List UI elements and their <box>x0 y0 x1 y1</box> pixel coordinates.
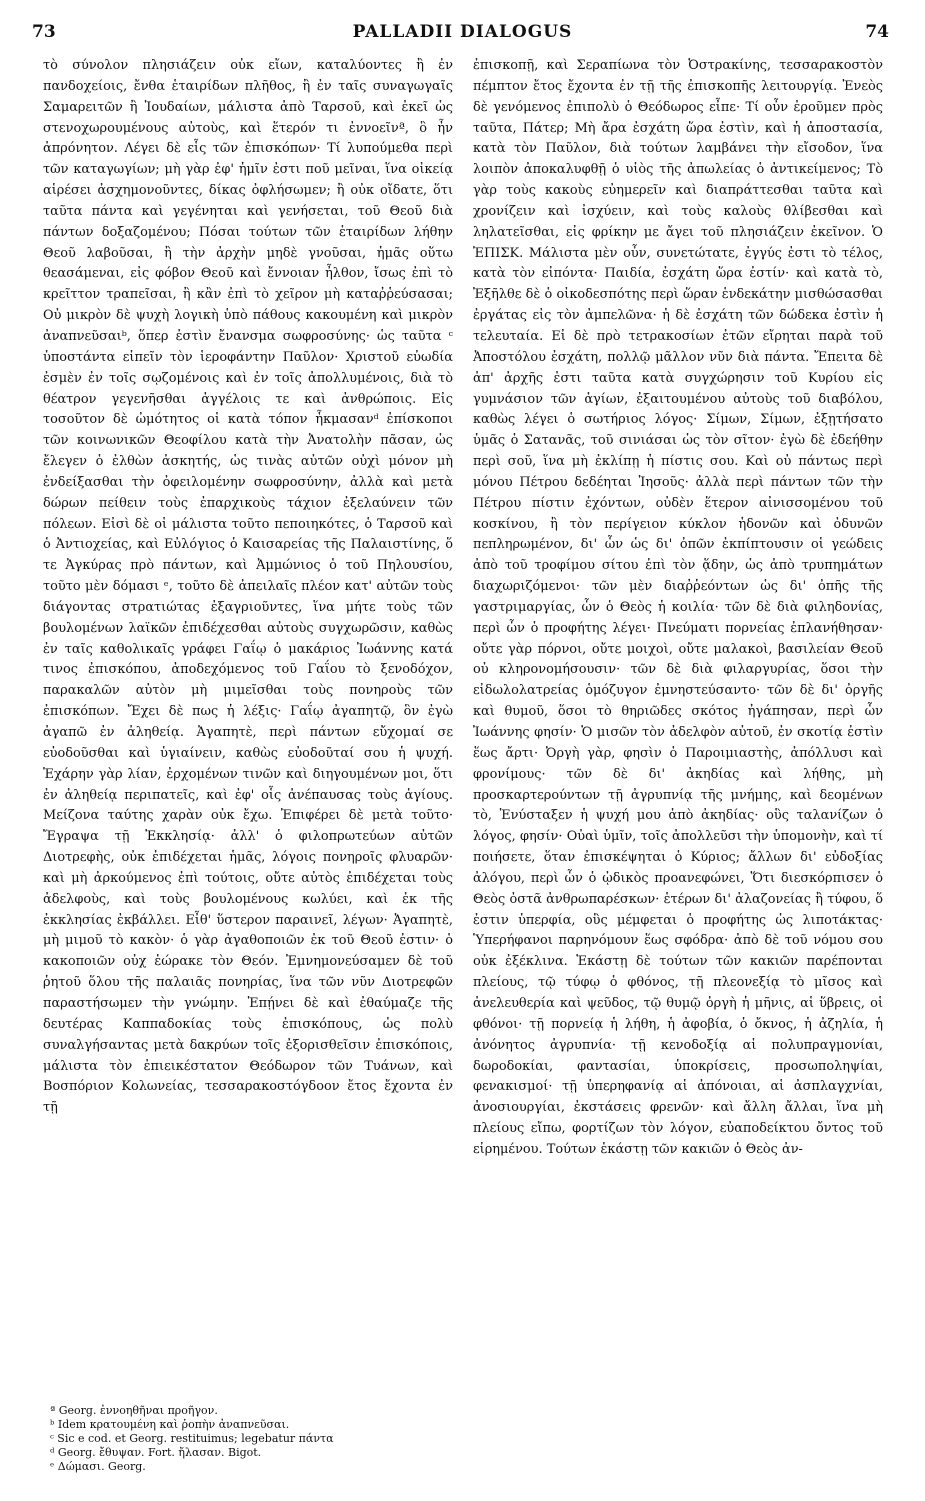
right-page-number: 74 <box>865 22 889 42</box>
left-column-text: τὸ σύνολον πλησιάζειν οὐκ εἴων, καταλύοντες ἢ ἐν πανδοχείοις, ἔνθα ἑταιρίδων πλῆθος, ἢ ἐν ταῖς συναγωγαῖς Σαμαρειτῶν ἢ Ἰουδαίων, μάλιστα ἀπὸ Ταρσοῦ, καὶ ἐκεῖ ὡς στενοχωρουμένους αὐτοὺς, καὶ ἕτερόν τι ἐννοεῖνª, ὃ ἦν ἀπρόνητον. Λέγει δὲ εἷς τῶν ἐπισκόπων· Τί λυπούμεθα περὶ τῶν καταγωγίων; μὴ γὰρ ἐφ' ἡμῖν ἐστι ποῦ μεῖναι, ἵνα οἰκείᾳ αἱρέσει ἀσχημονοῦντες, δίκας ὀφλήσωμεν; ἢ οὐκ οἴδατε, ὅτι ταῦτα πάντα καὶ γεγένηται καὶ γενήσεται, τοῦ Θεοῦ διὰ πάντων δοξαζομένου; Πόσαι τούτων τῶν ἑταιρίδων λήθην Θεοῦ λαβοῦσαι, ἢ τὴν ἀρχὴν μηδὲ γνοῦσαι, ἡμᾶς οὕτω θεασάμεναι, εἰς φόβον Θεοῦ καὶ ἔννοιαν ἦλθον, ἴσως ἐπὶ τὸ κρεῖττον τραπεῖσαι, ἢ κἂν ἐπὶ τὸ χεῖρον μὴ καταῤῥεύσασαι; Οὐ μικρὸν δὲ ψυχὴ λογικὴ ὑπὸ πάθους κακουμένη καὶ μικρὸν ἀναπνεῦσαιᵇ, ὅπερ ἐστὶν ἔνανσμα σωφροσύνης· ὡς ταῦτα ᶜ ὑποστάντα εἰπεῖν τὸν ἱεροφάντην Παῦλον· Χριστοῦ εὐωδία ἐσμὲν ἐν τοῖς σῳζομένοις καὶ ἐν τοῖς ἀπολλυμένοις, διὰ τὸ θέατρον γεγενῆσθαι ἀγγέλοις τε καὶ ἀνθρώποις. Εἰς τοσοῦτον δὲ ὠμότητος οἱ κατὰ τόπον ἧκμασανᵈ ἐπίσκοποι τῶν κοινωνικῶν Θεοφίλου κατὰ τὴν Ἀνατολὴν πᾶσαν, ὡς ἔλεγεν ὁ ἐλθὼν ἀσκητής, ὡς τινὰς αὐτῶν οὐχὶ μόνον μὴ ἐνδείξασθαι τὴν ὀφειλομένην σωφροσύνην, ἀλλὰ καὶ μετὰ δώρων πείθειν τοὺς ἐπαρχικοὺς τάχιον ἐξελαύνειν τῶν πόλεων. Εἰσὶ δὲ οἱ μάλιστα τοῦτο πεποιηκότες, ὁ Ταρσοῦ καὶ ὁ Ἀντιοχείας, καὶ Εὐλόγιος ὁ Καισαρείας τῆς Παλαιστίνης, ὅ τε Ἀγκύρας πρὸ πάντων, καὶ Ἀμμώνιος ὁ τοῦ Πηλουσίου, τοῦτο μὲν δόμασι ᵉ, τοῦτο δὲ ἀπειλαῖς πλέον κατ' αὐτῶν τοὺς διάγοντας στρατιώτας ἐξαγριοῦντες, ἵνα μήτε τοὺς τῶν βουλομένων λαϊκῶν ἐπιδέχεσθαι αὐτοὺς συγχωρῶσιν, καθὼς ἐν ταῖς καθολικαῖς γράφει Γαΐῳ ὁ μακάριος Ἰωάννης κατά τινος ἐπισκόπου, ἀποδεχόμενος τοῦ Γαΐου τὸ ξενοδόχον, παρακαλῶν αὐτὸν μὴ μιμεῖσθαι τοὺς πονηροὺς τῶν ἐπισκόπων. Ἔχει δὲ πως ἡ λέξις· Γαΐῳ ἀγαπητῷ, ὃν ἐγὼ ἀγαπῶ ἐν ἀληθείᾳ. Ἀγαπητὲ, περὶ πάντων εὔχομαί σε εὐοδοῦσθαι καὶ ὑγιαίνειν, καθὼς εὐοδοῦταί σου ἡ ψυχή. Ἐχάρην γὰρ λίαν, ἐρχομένων τινῶν καὶ διηγουμένων μοι, ὅτι ἐν ἀληθείᾳ περιπατεῖς, καὶ ἐφ' οἷς ἀνέπαυσας τοὺς ἁγίους. Μείζονα ταύτης χαρὰν οὐκ ἔχω. Ἐπιφέρει δὲ μετὰ τοῦτο· Ἔγραψα τῇ Ἐκκλησίᾳ· ἀλλ' ὁ φιλοπρωτεύων αὐτῶν Διοτρεφὴς, οὐκ ἐπιδέχεται ἡμᾶς, λόγοις πονηροῖς φλυαρῶν· καὶ μὴ ἀρκούμενος ἐπὶ τούτοις, οὔτε αὐτὸς ἐπιδέχεται τοὺς ἀδελφοὺς, καὶ τοὺς βουλομένους κωλύει, καὶ ἐκ τῆς ἐκκλησίας ἐκβάλλει. Εἶθ' ὕστερον παραινεῖ, λέγων· Ἀγαπητὲ, μὴ μιμοῦ τὸ κακὸν· ὁ γὰρ ἀγαθοποιῶν ἐκ τοῦ Θεοῦ ἐστιν· ὁ κακοποιῶν οὐχ ἑώρακε τὸν Θεόν. Ἐμνημονεύσαμεν δὲ τοῦ ῥητοῦ ὅλου τῆς παλαιᾶς πονηρίας, ἵνα τῶν νῦν Διοτρεφῶν παραστήσωμεν τὴν γνώμην. Ἐπῄνει δὲ καὶ ἐθαύμαζε τῆς δευτέρας Καππαδοκίας τοὺς ἐπισκόπους, ὡς πολὺ συναλγήσαντας μετὰ δακρύων τοῖς ἐξορισθεῖσιν ἐπισκόποις, μάλιστα τὸν ἐπιεικέστατον Θεόδωρον τῶν Τυάνων, καὶ Βοσπόριον Κολωνείας, τεσσαρακοστόγδοον ἔτος ἔχοντα ἐν τῇ <box>43 58 453 1116</box>
footnote-d: ᵈ Georg. ἔθυψαν. Fort. ἤλασαν. Bigot. <box>50 1446 262 1459</box>
footnotes <box>50 1404 450 1474</box>
footnote-b: ᵇ Idem κρατουμένη καὶ ῥοπὴν ἀναπνεῦσαι. <box>50 1418 290 1431</box>
right-column-text: ἐπισκοπῇ, καὶ Σεραπίωνα τὸν Ὀστρακίνης, τεσσαρακοστὸν πέμπτον ἔτος ἔχοντα ἐν τῇ τῆς ἐπισκοπῆς λειτουργίᾳ. Ἐνεὸς δὲ γενόμενος ἐπιπολὺ ὁ Θεόδωρος εἶπε· Τί οὖν ἐροῦμεν πρὸς ταῦτα, Πάτερ; Μὴ ἄρα ἐσχάτη ὥρα ἐστὶν, καὶ ἡ ἀποστασία, κατὰ τὸν Παῦλον, διὰ τούτων λαμβάνει τὴν εἴσοδον, ἵνα λοιπὸν ἀποκαλυφθῇ ὁ υἱὸς τῆς ἀπωλείας ὁ ἀντικείμενος; Τὸ γὰρ τοὺς κακοὺς εὐημερεῖν καὶ διαπράττεσθαι ταῦτα καὶ χρονίζειν καὶ ἰσχύειν, καὶ τοὺς καλοὺς θλίβεσθαι καὶ ληλατεῖσθαι, εἰς φρίκην με ἄγει τοῦ πλησιάζειν ἐκεῖνον. Ὁ ἘΠΙΣΚ. Μάλιστα μὲν οὖν, συνετώτατε, ἐγγύς ἐστι τὸ τέλος, κατὰ τὸν εἰπόντα· Παιδία, ἐσχάτη ὥρα ἐστίν· καὶ κατὰ τὸ, Ἐξῆλθε δὲ ὁ οἰκοδεσπότης περὶ ὥραν ἑνδεκάτην μισθώσασθαι ἐργάτας εἰς τὸν ἀμπελῶνα· ἡ δὲ ἐσχάτη τῶν δώδεκα ἐστὶν ἡ τελευταία. Εἰ δὲ πρὸ τετρακοσίων ἐτῶν εἴρηται παρὰ τοῦ Ἀποστόλου ἐσχάτη, πολλῷ μᾶλλον νῦν διὰ πάντα. Ἔπειτα δὲ ἀπ' ἀρχῆς ἐστι ταῦτα κατὰ συγχώρησιν τοῦ Κυρίου εἰς γυμνάσιον τῶν ἁγίων, ἐξαιτουμένου αὐτοὺς τοῦ διαβόλου, καθὼς λέγει ὁ σωτήριος λόγος· Σίμων, Σίμων, ἐξῃτήσατο ὑμᾶς ὁ Σατανᾶς, τοῦ σινιάσαι ὡς τὸν σῖτον· ἐγὼ δὲ ἐδεήθην περὶ σοῦ, ἵνα μὴ ἐκλίπῃ ἡ πίστις σου. Καὶ οὐ πάντως περὶ μόνου Πέτρου δεδέηται Ἰησοῦς· ἀλλὰ περὶ πάντων τῶν τὴν Πέτρου πίστιν ἐχόντων, οὐδὲν ἕτερον αἰνισσομένου τοῦ κοσκίνου, ἢ τὸν περίγειον κύκλον ἡδονῶν καὶ ὀδυνῶν πεπληρωμένον, δι' ὧν ὡς δι' ὀπῶν ἐκπίπτουσιν οἱ γεώδεις ἀπὸ τοῦ τροφίμου σίτου ἐπὶ τὸν ᾅδην, ὡς ἀπὸ τρυπημάτων διαχωριζόμενοι· τῶν μὲν διαῤῥεόντων ὡς δι' ὀπῆς τῆς γαστριμαργίας, ὧν ὁ Θεὸς ἡ κοιλία· τῶν δὲ διὰ φιληδονίας, περὶ ὧν ὁ προφήτης λέγει· Πνεύματι πορνείας ἐπλανήθησαν· οὔτε γὰρ πόρνοι, οὔτε μοιχοὶ, οὔτε μαλακοὶ, βασιλείαν Θεοῦ οὐ κληρονομήσουσιν· τῶν δὲ διὰ φιλαργυρίας, ὅσοι τὴν εἰδωλολατρείας ὁμόζυγον ἐμνηστεύσαντο· τῶν δὲ δι' ὀργῆς καὶ θυμοῦ, ὅσοι τὸ θηριῶδες σκότος ἠγάπησαν, περὶ ὧν Ἰωάννης φησίν· Ὁ μισῶν τὸν ἀδελφὸν αὐτοῦ, ἐν σκοτίᾳ ἐστὶν ἕως ἄρτι· Ὀργὴ γὰρ, φησὶν ὁ Παροιμιαστὴς, ἀπόλλυσι καὶ φρονίμους· τῶν δὲ δι' ἀκηδίας καὶ λήθης, μὴ προσκαρτερούντων τῇ ἀγρυπνίᾳ τῆς μνήμης, καὶ δεομένων τὸ, Ἐνύσταξεν ἡ ψυχή μου ἀπὸ ἀκηδίας· οὓς ταλανίζων ὁ λόγος, φησίν· Οὐαὶ ὑμῖν, τοῖς ἀπολλεῦσι τὴν ὑπομονὴν, καὶ τί ποιήσετε, ὅταν ἐπισκέψηται ὁ Κύριος; ἄλλων δι' εὐδοξίας ἀλόγου, περὶ ὧν ὁ ᾠδικὸς προανεφώνει, Ὅτι διεσκόρπισεν ὁ Θεὸς ὀστᾶ ἀνθρωπαρέσκων· ἑτέρων δι' ἀλαζονείας ἢ τύφου, ὅ ἐστιν ὑπερφία, οὓς μέμφεται ὁ προφήτης ὡς λιποτάκτας· Ὑπερήφανοι παρηνόμουν ἕως σφόδρα· ἀπὸ δὲ τοῦ νόμου σου οὐκ ἐξέκλινα. Ἑκάστῃ δὲ τούτων τῶν κακιῶν παρέπονται πλείους, τῷ τύφῳ ὁ φθόνος, τῇ πλεονεξίᾳ τὸ μῖσος καὶ ἀνελευθερία καὶ ψεῦδος, τῷ θυμῷ ὀργὴ ἡ μῆνις, αἱ ὕβρεις, οἱ φθόνοι· τῇ πορνείᾳ ἡ λήθη, ἡ ἀφοβία, ὁ ὄκνος, ἡ ἀζηλία, ἡ ἀνόνητος ἀγρυπνία· τῇ κενοδοξίᾳ αἱ πολυπραγμονίαι, δωροδοκίαι, φαντασίαι, ὑποκρίσεις, προσωποληψίαι, φενακισμοί· τῇ ὑπερηφανίᾳ αἱ ἀπόνοιαι, αἱ ἀσπλαγχνίαι, ἀνοσιουργίαι, ἐκστάσεις φρενῶν· καὶ ἄλλη ἄλλαι, ἵνα μὴ πλείους εἴπω, φορτίζων τὸν λόγον, εὐαποδείκτου ὄντος τοῦ εἰρημένου. Τούτων ἑκάστῃ τῶν κακιῶν ὁ Θεὸς ἀν- <box>473 58 883 1157</box>
left-page-number: 73 <box>32 22 56 42</box>
running-head: PALLADII DIALOGUS <box>352 22 573 42</box>
left-column <box>43 56 453 1119</box>
footnote-c: ᶜ Sic e cod. et Georg. restituimus; legebatur πάντα <box>50 1432 334 1445</box>
footnote-a: ª Georg. ἐννοηθῆναι προῆγον. <box>50 1404 218 1417</box>
right-column <box>473 56 883 1161</box>
footnote-e: ᵉ Δώμασι. Georg. <box>50 1460 146 1473</box>
